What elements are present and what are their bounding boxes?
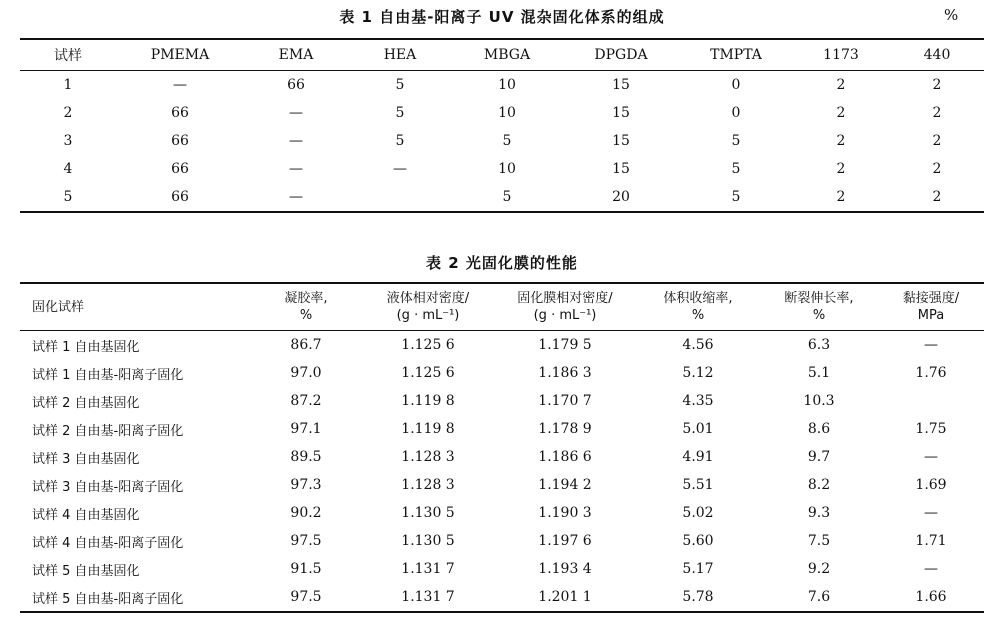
table-cell: — bbox=[173, 77, 187, 93]
table-row bbox=[20, 183, 984, 212]
table2-body bbox=[20, 331, 984, 613]
table-cell: 试样 1 自由基固化 bbox=[32, 339, 140, 355]
table-cell: 5.60 bbox=[682, 533, 714, 549]
table-cell: 1.130 5 bbox=[401, 533, 455, 549]
table-cell: 4.56 bbox=[682, 337, 714, 353]
header-line: % bbox=[812, 308, 826, 323]
table-cell: — bbox=[924, 449, 938, 465]
table-cell: 1.170 7 bbox=[538, 393, 592, 409]
table-cell: 1.69 bbox=[915, 477, 947, 493]
table-cell: 1.119 8 bbox=[401, 421, 455, 437]
table-row bbox=[20, 71, 984, 100]
table-cell: 87.2 bbox=[290, 393, 322, 409]
table-cell: 4 bbox=[63, 161, 73, 177]
table-cell: 1.128 3 bbox=[401, 477, 455, 493]
table2-header bbox=[20, 283, 250, 331]
table-cell: 66 bbox=[171, 161, 189, 177]
table-cell: 97.0 bbox=[290, 365, 322, 381]
table-cell: — bbox=[924, 337, 938, 353]
table-cell: 试样 2 自由基-阳离子固化 bbox=[32, 423, 184, 439]
header-line: 体积收缩率, bbox=[663, 291, 733, 306]
table-cell: 5.02 bbox=[682, 505, 714, 521]
table-cell: 1.190 3 bbox=[538, 505, 592, 521]
table-cell: 15 bbox=[612, 161, 630, 177]
table2-caption: 表 2 光固化膜的性能 bbox=[426, 254, 578, 272]
table-row bbox=[20, 443, 984, 471]
table-cell: 66 bbox=[171, 105, 189, 121]
header-line: 断裂伸长率, bbox=[784, 291, 854, 306]
table-row bbox=[20, 471, 984, 499]
table-cell: 4.91 bbox=[682, 449, 714, 465]
table1-header: PMEMA bbox=[150, 47, 210, 63]
table1-header: HEA bbox=[383, 47, 417, 63]
table-cell: 5 bbox=[502, 133, 512, 149]
table-cell: 2 bbox=[932, 189, 942, 205]
table1-header: 440 bbox=[923, 47, 951, 63]
table-cell: — bbox=[289, 189, 303, 205]
table-row bbox=[20, 331, 984, 360]
table1 bbox=[20, 38, 984, 213]
table-cell: 1.194 2 bbox=[538, 477, 592, 493]
table-cell: 8.6 bbox=[807, 421, 831, 437]
table-cell: 5.12 bbox=[682, 365, 714, 381]
table-row bbox=[20, 555, 984, 583]
table2-header-row bbox=[20, 283, 984, 331]
table-cell: 试样 1 自由基-阳离子固化 bbox=[32, 367, 184, 383]
table-cell: 1.178 9 bbox=[538, 421, 592, 437]
header-line: 固化试样 bbox=[32, 299, 85, 315]
table-cell: 试样 3 自由基-阳离子固化 bbox=[32, 479, 184, 495]
table2-header bbox=[362, 283, 494, 331]
table-cell: 2 bbox=[836, 161, 846, 177]
table1-unit: % bbox=[944, 6, 959, 24]
table-cell: 9.2 bbox=[807, 561, 831, 577]
table-cell: 2 bbox=[932, 161, 942, 177]
table-cell: 2 bbox=[836, 133, 846, 149]
table-cell: — bbox=[924, 505, 938, 521]
table-cell: 1 bbox=[63, 77, 73, 93]
header-line: (g · mL⁻¹) bbox=[396, 308, 460, 323]
table-cell: — bbox=[289, 161, 303, 177]
table-cell: 3 bbox=[63, 133, 73, 149]
table-cell: 1.66 bbox=[915, 589, 947, 605]
table-cell: 15 bbox=[612, 105, 630, 121]
table-cell: 1.197 6 bbox=[538, 533, 592, 549]
table2-header bbox=[636, 283, 760, 331]
table-row bbox=[20, 359, 984, 387]
table-cell: 2 bbox=[836, 105, 846, 121]
table-cell bbox=[348, 183, 452, 212]
table-cell: — bbox=[289, 133, 303, 149]
table-cell: 2 bbox=[836, 77, 846, 93]
table-cell: 6.3 bbox=[807, 337, 831, 353]
table-cell: 8.2 bbox=[807, 477, 831, 493]
table-row bbox=[20, 527, 984, 555]
header-line: 黏接强度/ bbox=[902, 291, 960, 306]
table-cell: 7.5 bbox=[807, 533, 831, 549]
table-cell: 66 bbox=[171, 133, 189, 149]
table-cell: 10 bbox=[498, 105, 516, 121]
table1-header-row bbox=[20, 39, 984, 71]
table-cell: 5 bbox=[63, 189, 73, 205]
table-cell: 5.17 bbox=[682, 561, 714, 577]
table1-header: 1173 bbox=[823, 47, 859, 63]
table-cell: 5.78 bbox=[682, 589, 714, 605]
table2 bbox=[20, 282, 984, 613]
header-line: 液体相对密度/ bbox=[386, 291, 470, 306]
table2-header bbox=[760, 283, 878, 331]
table-cell bbox=[878, 387, 984, 415]
table-cell: 89.5 bbox=[290, 449, 322, 465]
header-line: (g · mL⁻¹) bbox=[533, 308, 597, 323]
table-cell: — bbox=[924, 561, 938, 577]
table-row bbox=[20, 415, 984, 443]
table-cell: 0 bbox=[731, 105, 741, 121]
table-cell: 97.3 bbox=[290, 477, 322, 493]
table1-header: 试样 bbox=[54, 48, 82, 64]
table-cell: 15 bbox=[612, 133, 630, 149]
table-cell: 1.186 6 bbox=[538, 449, 592, 465]
table-cell: 1.193 4 bbox=[538, 561, 592, 577]
table-cell: 5 bbox=[731, 133, 741, 149]
table-row bbox=[20, 583, 984, 612]
table-cell: 0 bbox=[731, 77, 741, 93]
table-cell: — bbox=[393, 161, 407, 177]
table-cell: 试样 5 自由基-阳离子固化 bbox=[32, 591, 184, 607]
table-cell: 1.125 6 bbox=[401, 337, 455, 353]
table-cell: 5 bbox=[395, 77, 405, 93]
table-cell: 91.5 bbox=[290, 561, 322, 577]
header-line: 固化膜相对密度/ bbox=[517, 291, 613, 306]
table-cell: 1.130 5 bbox=[401, 505, 455, 521]
table-cell: 2 bbox=[932, 77, 942, 93]
table-cell: 1.179 5 bbox=[538, 337, 592, 353]
table-row bbox=[20, 387, 984, 415]
table-cell: 试样 5 自由基固化 bbox=[32, 563, 140, 579]
table1-header: DPGDA bbox=[594, 47, 648, 63]
table-cell: 5 bbox=[395, 133, 405, 149]
table-cell: 2 bbox=[63, 105, 73, 121]
table-cell: 2 bbox=[932, 133, 942, 149]
table1-body bbox=[20, 71, 984, 213]
table-cell: 1.131 7 bbox=[401, 561, 455, 577]
table-cell: 86.7 bbox=[290, 337, 322, 353]
table-cell: 1.119 8 bbox=[401, 393, 455, 409]
table-row bbox=[20, 127, 984, 155]
table-cell: 1.125 6 bbox=[401, 365, 455, 381]
table-row bbox=[20, 99, 984, 127]
table1-header: MBGA bbox=[483, 47, 531, 63]
table-cell: 试样 4 自由基固化 bbox=[32, 507, 140, 523]
table-cell: 66 bbox=[287, 77, 305, 93]
table-cell: 9.3 bbox=[807, 505, 831, 521]
table-cell: 1.186 3 bbox=[538, 365, 592, 381]
table-row bbox=[20, 499, 984, 527]
table-cell: 1.201 1 bbox=[538, 589, 592, 605]
table-cell: 66 bbox=[171, 189, 189, 205]
table-cell: 1.71 bbox=[915, 533, 947, 549]
table-cell: 试样 2 自由基固化 bbox=[32, 395, 140, 411]
table-cell: 1.76 bbox=[915, 365, 947, 381]
table-cell: 2 bbox=[932, 105, 942, 121]
table-cell: 7.6 bbox=[807, 589, 831, 605]
table-row bbox=[20, 155, 984, 183]
table-cell: 5 bbox=[502, 189, 512, 205]
table-cell: 5 bbox=[731, 189, 741, 205]
table-cell: 10 bbox=[498, 161, 516, 177]
header-line: MPa bbox=[917, 308, 945, 323]
table-cell: 1.131 7 bbox=[401, 589, 455, 605]
table-cell: 5 bbox=[395, 105, 405, 121]
table-cell: 试样 4 自由基-阳离子固化 bbox=[32, 535, 184, 551]
table-cell: 9.7 bbox=[807, 449, 831, 465]
table-cell: 1.75 bbox=[915, 421, 947, 437]
table-cell: 5.1 bbox=[807, 365, 831, 381]
header-line: % bbox=[299, 308, 313, 323]
table1-header: EMA bbox=[278, 47, 314, 63]
table-cell: 10.3 bbox=[803, 393, 835, 409]
table-cell: 90.2 bbox=[290, 505, 322, 521]
table-cell: 97.5 bbox=[290, 589, 322, 605]
table-cell: — bbox=[289, 105, 303, 121]
header-line: 凝胶率, bbox=[284, 291, 328, 306]
table1-header: TMPTA bbox=[710, 47, 762, 63]
table-cell: 试样 3 自由基固化 bbox=[32, 451, 140, 467]
table-cell: 1.128 3 bbox=[401, 449, 455, 465]
table-cell: 5.01 bbox=[682, 421, 714, 437]
header-line: % bbox=[691, 308, 705, 323]
table-cell: 5.51 bbox=[682, 477, 714, 493]
table-cell: 20 bbox=[612, 189, 630, 205]
table-cell: 4.35 bbox=[682, 393, 714, 409]
table1-caption: 表 1 自由基-阳离子 UV 混杂固化体系的组成 bbox=[339, 8, 665, 26]
table2-header bbox=[878, 283, 984, 331]
table2-header bbox=[250, 283, 362, 331]
table2-header bbox=[494, 283, 636, 331]
table-cell: 2 bbox=[836, 189, 846, 205]
table-cell: 10 bbox=[498, 77, 516, 93]
table-cell: 5 bbox=[731, 161, 741, 177]
table-cell: 97.5 bbox=[290, 533, 322, 549]
table-cell: 97.1 bbox=[290, 421, 322, 437]
table-cell: 15 bbox=[612, 77, 630, 93]
